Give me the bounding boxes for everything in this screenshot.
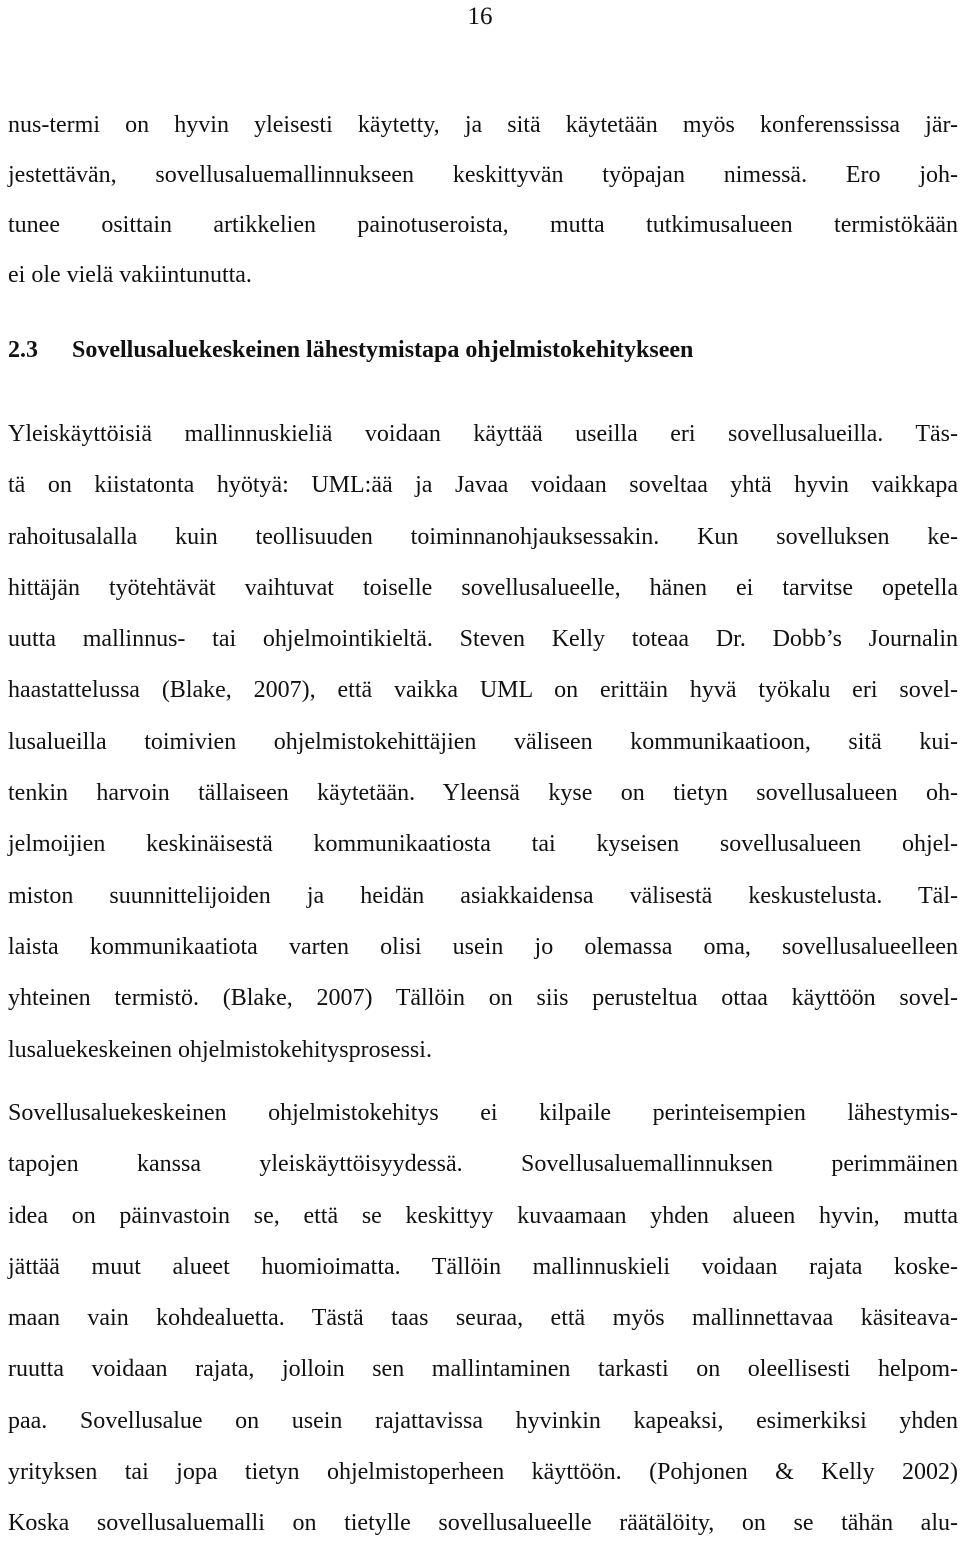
text-line: miston suunnittelijoiden ja heidän asiakkaidensa välisestä keskustelusta. Täl- [8,882,958,909]
section-title: Sovellusaluekeskeinen lähestymistapa ohjelmistokehitykseen [72,337,694,363]
paragraph-body-2 [8,1088,958,1550]
text-line: laista kommunikaatiota varten olisi usein jo olemassa oma, sovellusalueelleen [8,933,958,960]
text-line: uutta mallinnus- tai ohjelmointikieltä. Steven Kelly toteaa Dr. Dobb’s Journalin [8,626,958,653]
page-number: 16 [467,3,493,30]
section-heading [8,330,693,370]
paragraph-body-1 [8,409,958,1076]
text-line: maan vain kohdealuetta. Tästä taas seuraa, että myös mallinnettavaa käsiteava- [8,1305,958,1332]
text-line: nus-termi on hyvin yleisesti käytetty, ja sitä käytetään myös konferenssissa jär- [8,112,958,138]
text-line: haastattelussa (Blake, 2007), että vaikka UML on erittäin hyvä työkalu eri sovel- [8,677,958,704]
text-line: rahoitusalalla kuin teollisuuden toiminnanohjauksessakin. Kun sovelluksen ke- [8,523,958,550]
text-line: hittäjän työtehtävät vaihtuvat toiselle sovellusalueelle, hänen ei tarvitse opetella [8,574,958,601]
text-line: tä on kiistatonta hyötyä: UML:ää ja Javaa voidaan soveltaa yhtä hyvin vaikkapa [8,472,958,499]
text-line: paa. Sovellusalue on usein rajattavissa hyvinkin kapeaksi, esimerkiksi yhden [8,1407,958,1434]
section-number: 2.3 [8,337,38,363]
text-line: jelmoijien keskinäisestä kommunikaatiosta tai kyseisen sovellusalueen ohjel- [8,831,958,858]
text-line: jestettävän, sovellusaluemallinnukseen keskittyvän työpajan nimessä. Ero joh- [8,162,958,188]
text-line: lusalueilla toimivien ohjelmistokehittäjien väliseen kommunikaatioon, sitä kui- [8,728,958,755]
text-line: tenkin harvoin tällaiseen käytetään. Yleensä kyse on tietyn sovellusalueen oh- [8,780,958,807]
text-line: ruutta voidaan rajata, jolloin sen mallintaminen tarkasti on oleellisesti helpom- [8,1356,958,1383]
text-line: tunee osittain artikkelien painotuseroista, mutta tutkimusalueen termistökään [8,212,958,238]
text-line: tapojen kanssa yleiskäyttöisyydessä. Sovellusaluemallinnuksen perimmäinen [8,1151,958,1178]
text-line: yhteinen termistö. (Blake, 2007) Tällöin on siis perusteltua ottaa käyttöön sovel- [8,985,958,1012]
text-line: jättää muut alueet huomioimatta. Tällöin mallinnuskieli voidaan rajata koske- [8,1253,958,1280]
text-line: ei ole vielä vakiintunutta. [8,262,252,288]
text-line: Sovellusaluekeskeinen ohjelmistokehitys ei kilpaile perinteisempien lähestymis- [8,1100,958,1126]
text-line: lusaluekeskeinen ohjelmistokehitysprosessi. [8,1036,432,1063]
paragraph-intro [8,100,958,300]
text-line: yrityksen tai jopa tietyn ohjelmistoperheen käyttöön. (Pohjonen & Kelly 2002) [8,1459,958,1486]
text-line: Yleiskäyttöisiä mallinnuskieliä voidaan käyttää useilla eri sovellusalueilla. Täs- [8,421,958,447]
text-line: idea on päinvastoin se, että se keskittyy kuvaamaan yhden alueen hyvin, mutta [8,1202,958,1229]
text-line: Koska sovellusaluemalli on tietylle sovellusalueelle räätälöity, on se tähän alu- [8,1510,958,1537]
